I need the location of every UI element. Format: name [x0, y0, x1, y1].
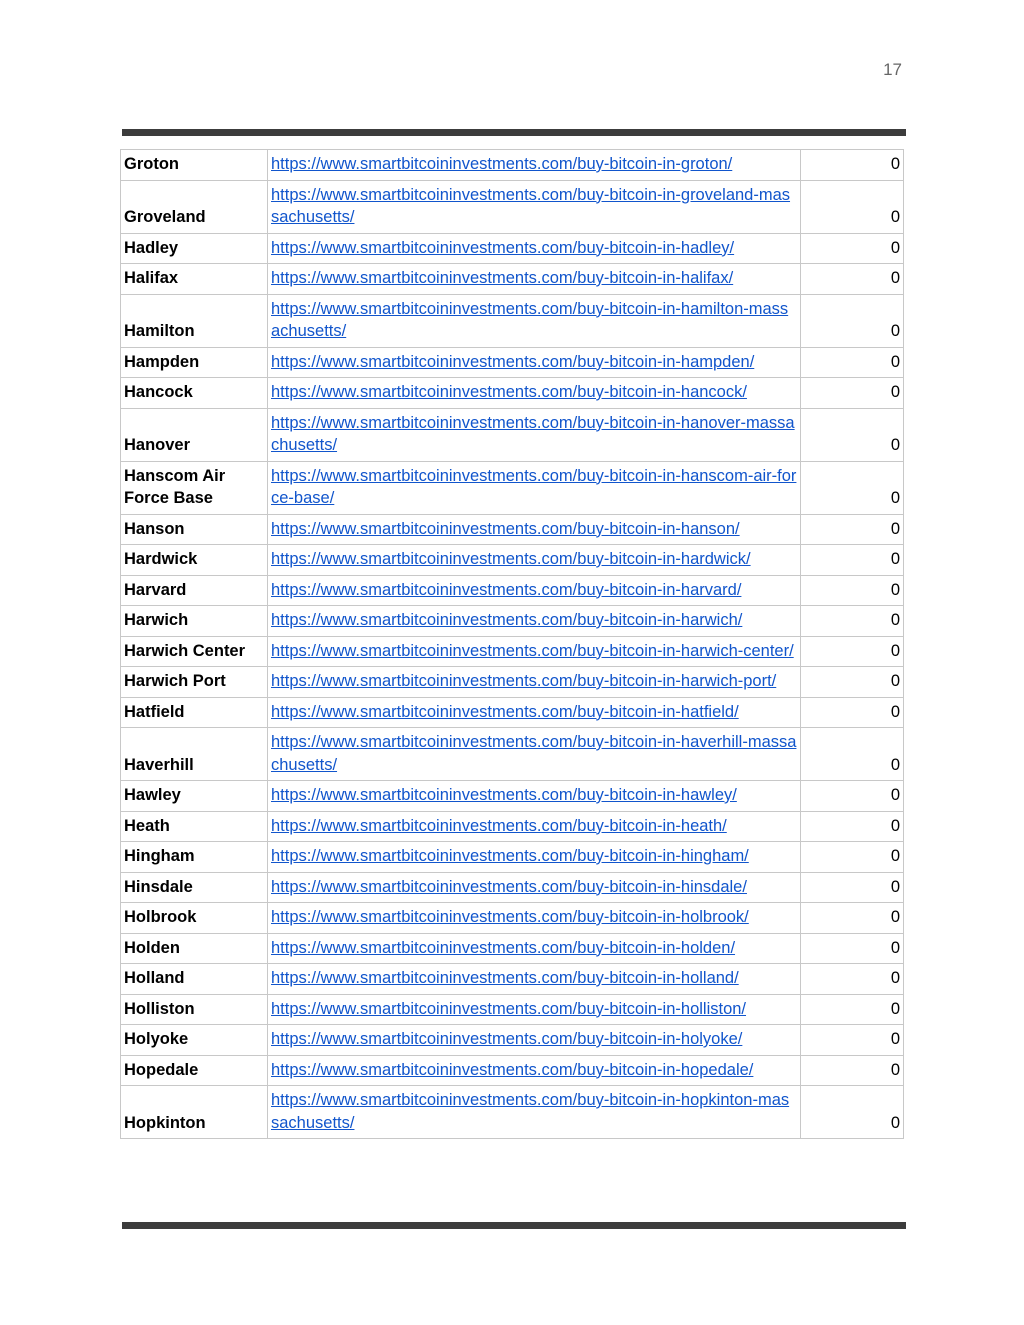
url-cell [268, 872, 801, 903]
town-name-cell: Groton [121, 150, 268, 181]
town-name-cell: Hardwick [121, 545, 268, 576]
count-cell: 0 [801, 728, 904, 781]
town-link[interactable]: https://www.smartbitcoininvestments.com/buy-bitcoin-in-hingham/ [271, 847, 749, 865]
count-cell: 0 [801, 636, 904, 667]
table-row [121, 233, 904, 264]
table-row [121, 347, 904, 378]
town-link[interactable]: https://www.smartbitcoininvestments.com/buy-bitcoin-in-hopedale/ [271, 1060, 754, 1079]
table-row [121, 180, 904, 233]
table-row [121, 781, 904, 812]
url-cell [268, 461, 801, 514]
table-row [121, 1086, 904, 1139]
town-link[interactable]: https://www.smartbitcoininvestments.com/buy-bitcoin-in-harvard/ [271, 580, 742, 599]
url-cell [268, 575, 801, 606]
url-cell [268, 294, 801, 347]
table-row [121, 545, 904, 576]
town-name-cell: Hawley [121, 781, 268, 812]
table-row [121, 264, 904, 295]
town-link[interactable]: https://www.smartbitcoininvestments.com/buy-bitcoin-in-haverhill-massachusetts/ [271, 733, 797, 774]
town-name-cell: Hamilton [121, 294, 268, 347]
town-link[interactable]: https://www.smartbitcoininvestments.com/buy-bitcoin-in-holbrook/ [271, 908, 749, 926]
town-link[interactable]: https://www.smartbitcoininvestments.com/buy-bitcoin-in-hamilton-massachusetts/ [271, 299, 789, 340]
count-cell: 0 [801, 903, 904, 934]
table-row [121, 150, 904, 181]
table-body [121, 150, 904, 1139]
town-link[interactable]: https://www.smartbitcoininvestments.com/buy-bitcoin-in-harwich-port/ [271, 672, 777, 690]
header-rule [122, 129, 906, 136]
town-link[interactable]: https://www.smartbitcoininvestments.com/buy-bitcoin-in-holyoke/ [271, 1030, 743, 1048]
table-row [121, 606, 904, 637]
town-name-cell: Hingham [121, 842, 268, 873]
table-row [121, 1055, 904, 1086]
town-link[interactable]: https://www.smartbitcoininvestments.com/buy-bitcoin-in-hanover-massachusetts/ [271, 413, 795, 454]
town-link[interactable]: https://www.smartbitcoininvestments.com/buy-bitcoin-in-hardwick/ [271, 550, 751, 568]
url-cell [268, 636, 801, 667]
table-row [121, 964, 904, 995]
count-cell: 0 [801, 575, 904, 606]
url-cell [268, 1086, 801, 1139]
count-cell: 0 [801, 545, 904, 576]
count-cell: 0 [801, 1086, 904, 1139]
table-row [121, 994, 904, 1025]
count-cell: 0 [801, 408, 904, 461]
url-cell [268, 264, 801, 295]
table-row [121, 842, 904, 873]
town-name-cell: Harvard [121, 575, 268, 606]
table-row [121, 378, 904, 409]
town-name-cell: Heath [121, 811, 268, 842]
town-name-cell: Holliston [121, 994, 268, 1025]
table-row [121, 514, 904, 545]
url-cell [268, 606, 801, 637]
town-link[interactable]: https://www.smartbitcoininvestments.com/buy-bitcoin-in-halifax/ [271, 269, 734, 287]
count-cell: 0 [801, 347, 904, 378]
table-row [121, 461, 904, 514]
url-cell [268, 842, 801, 873]
footer-rule [122, 1222, 906, 1229]
town-name-cell: Hinsdale [121, 872, 268, 903]
town-link[interactable]: https://www.smartbitcoininvestments.com/buy-bitcoin-in-groveland-massachusetts/ [271, 185, 791, 226]
count-cell: 0 [801, 964, 904, 995]
town-link[interactable]: https://www.smartbitcoininvestments.com/buy-bitcoin-in-holland/ [271, 969, 739, 987]
count-cell: 0 [801, 233, 904, 264]
url-cell [268, 1025, 801, 1056]
count-cell: 0 [801, 1025, 904, 1056]
count-cell: 0 [801, 264, 904, 295]
town-name-cell: Holland [121, 964, 268, 995]
url-cell [268, 697, 801, 728]
count-cell: 0 [801, 781, 904, 812]
town-link[interactable]: https://www.smartbitcoininvestments.com/buy-bitcoin-in-hadley/ [271, 238, 735, 257]
table-row [121, 667, 904, 698]
count-cell: 0 [801, 1055, 904, 1086]
count-cell: 0 [801, 933, 904, 964]
town-link[interactable]: https://www.smartbitcoininvestments.com/buy-bitcoin-in-hatfield/ [271, 702, 739, 721]
town-link[interactable]: https://www.smartbitcoininvestments.com/buy-bitcoin-in-hancock/ [271, 383, 747, 401]
town-name-cell: Hatfield [121, 697, 268, 728]
url-cell [268, 811, 801, 842]
town-link-table [120, 149, 904, 1139]
town-link[interactable]: https://www.smartbitcoininvestments.com/buy-bitcoin-in-heath/ [271, 816, 727, 835]
count-cell: 0 [801, 606, 904, 637]
count-cell: 0 [801, 994, 904, 1025]
town-name-cell: Holden [121, 933, 268, 964]
url-cell [268, 667, 801, 698]
url-cell [268, 408, 801, 461]
town-link[interactable]: https://www.smartbitcoininvestments.com/buy-bitcoin-in-hinsdale/ [271, 877, 747, 896]
town-name-cell: Hanscom Air Force Base [121, 461, 268, 514]
town-link[interactable]: https://www.smartbitcoininvestments.com/buy-bitcoin-in-holliston/ [271, 999, 747, 1018]
town-link[interactable]: https://www.smartbitcoininvestments.com/buy-bitcoin-in-harwich-center/ [271, 641, 794, 660]
url-cell [268, 514, 801, 545]
table-row [121, 811, 904, 842]
page-number: 17 [883, 60, 902, 79]
town-name-cell: Groveland [121, 180, 268, 233]
count-cell: 0 [801, 461, 904, 514]
town-link[interactable]: https://www.smartbitcoininvestments.com/buy-bitcoin-in-holden/ [271, 938, 736, 957]
town-link[interactable]: https://www.smartbitcoininvestments.com/buy-bitcoin-in-hanscom-air-force-base/ [271, 466, 797, 507]
town-name-cell: Hancock [121, 378, 268, 409]
count-cell: 0 [801, 294, 904, 347]
url-cell [268, 994, 801, 1025]
count-cell: 0 [801, 811, 904, 842]
url-cell [268, 728, 801, 781]
town-name-cell: Halifax [121, 264, 268, 295]
count-cell: 0 [801, 514, 904, 545]
table-row [121, 872, 904, 903]
table-row [121, 1025, 904, 1056]
table-row [121, 728, 904, 781]
town-name-cell: Hampden [121, 347, 268, 378]
town-link[interactable]: https://www.smartbitcoininvestments.com/buy-bitcoin-in-hawley/ [271, 786, 737, 804]
table-row [121, 575, 904, 606]
url-cell [268, 347, 801, 378]
town-name-cell: Harwich Port [121, 667, 268, 698]
town-name-cell: Holyoke [121, 1025, 268, 1056]
url-cell [268, 903, 801, 934]
town-name-cell: Hopedale [121, 1055, 268, 1086]
url-cell [268, 180, 801, 233]
count-cell: 0 [801, 150, 904, 181]
town-name-cell: Harwich [121, 606, 268, 637]
town-name-cell: Hadley [121, 233, 268, 264]
table-row [121, 697, 904, 728]
url-cell [268, 378, 801, 409]
town-link[interactable]: https://www.smartbitcoininvestments.com/buy-bitcoin-in-hanson/ [271, 519, 740, 538]
count-cell: 0 [801, 872, 904, 903]
table-row [121, 636, 904, 667]
count-cell: 0 [801, 697, 904, 728]
count-cell: 0 [801, 378, 904, 409]
town-name-cell: Hanson [121, 514, 268, 545]
url-cell [268, 545, 801, 576]
town-name-cell: Holbrook [121, 903, 268, 934]
town-link[interactable]: https://www.smartbitcoininvestments.com/buy-bitcoin-in-hampden/ [271, 352, 755, 371]
town-name-cell: Hopkinton [121, 1086, 268, 1139]
table-row [121, 408, 904, 461]
town-name-cell: Harwich Center [121, 636, 268, 667]
table-row [121, 294, 904, 347]
url-cell [268, 933, 801, 964]
count-cell: 0 [801, 180, 904, 233]
url-cell [268, 233, 801, 264]
town-link[interactable]: https://www.smartbitcoininvestments.com/buy-bitcoin-in-hopkinton-massachusetts/ [271, 1091, 790, 1132]
town-name-cell: Hanover [121, 408, 268, 461]
town-link[interactable]: https://www.smartbitcoininvestments.com/buy-bitcoin-in-groton/ [271, 155, 733, 173]
table-row [121, 933, 904, 964]
count-cell: 0 [801, 842, 904, 873]
url-cell [268, 1055, 801, 1086]
url-cell [268, 964, 801, 995]
count-cell: 0 [801, 667, 904, 698]
url-cell [268, 150, 801, 181]
url-cell [268, 781, 801, 812]
town-link[interactable]: https://www.smartbitcoininvestments.com/buy-bitcoin-in-harwich/ [271, 611, 743, 629]
table-row [121, 903, 904, 934]
town-name-cell: Haverhill [121, 728, 268, 781]
